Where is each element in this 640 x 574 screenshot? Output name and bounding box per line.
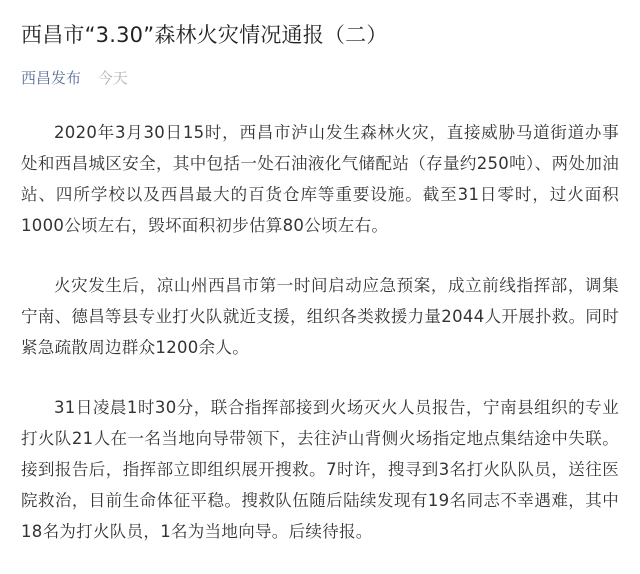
publish-date: 今天 [97,69,128,87]
paragraph: 火灾发生后，凉山州西昌市第一时间启动应急预案，成立前线指挥部，调集宁南、德昌等县专业打火队就近支援，组织各类救援力量2044人开展扑救。同时紧急疏散周边群众1200余人。 [21,276,619,357]
article-body [21,117,619,547]
article-title: 西昌市“3.30”森林火灾情况通报（二） [21,23,388,47]
author-link[interactable]: 西昌发布 [21,69,82,87]
article-meta [21,67,619,89]
paragraph: 2020年3月30日15时，西昌市泸山发生森林火灾，直接威胁马道街道办事处和西昌城区安全，其中包括一处石油液化气储配站（存量约250吨）、两处加油站、四所学校以及西昌最大的百货仓库等重要设施。截至31日零时，过火面积1000公顷左右，毁坏面积初步估算80公顷左右。 [21,123,619,235]
paragraph: 31日凌晨1时30分，联合指挥部接到火场灭火人员报告，宁南县组织的专业打火队21人在一名当地向导带领下，去往泸山背侧火场指定地点集结途中失联。接到报告后，指挥部立即组织展开搜救。7时许，搜寻到3名打火队队员，送往医院救治，目前生命体征平稳。搜救队伍随后陆续发现有19名同志不幸遇难，其中18名为打火队员，1名为当地向导。后续待报。 [21,398,619,541]
